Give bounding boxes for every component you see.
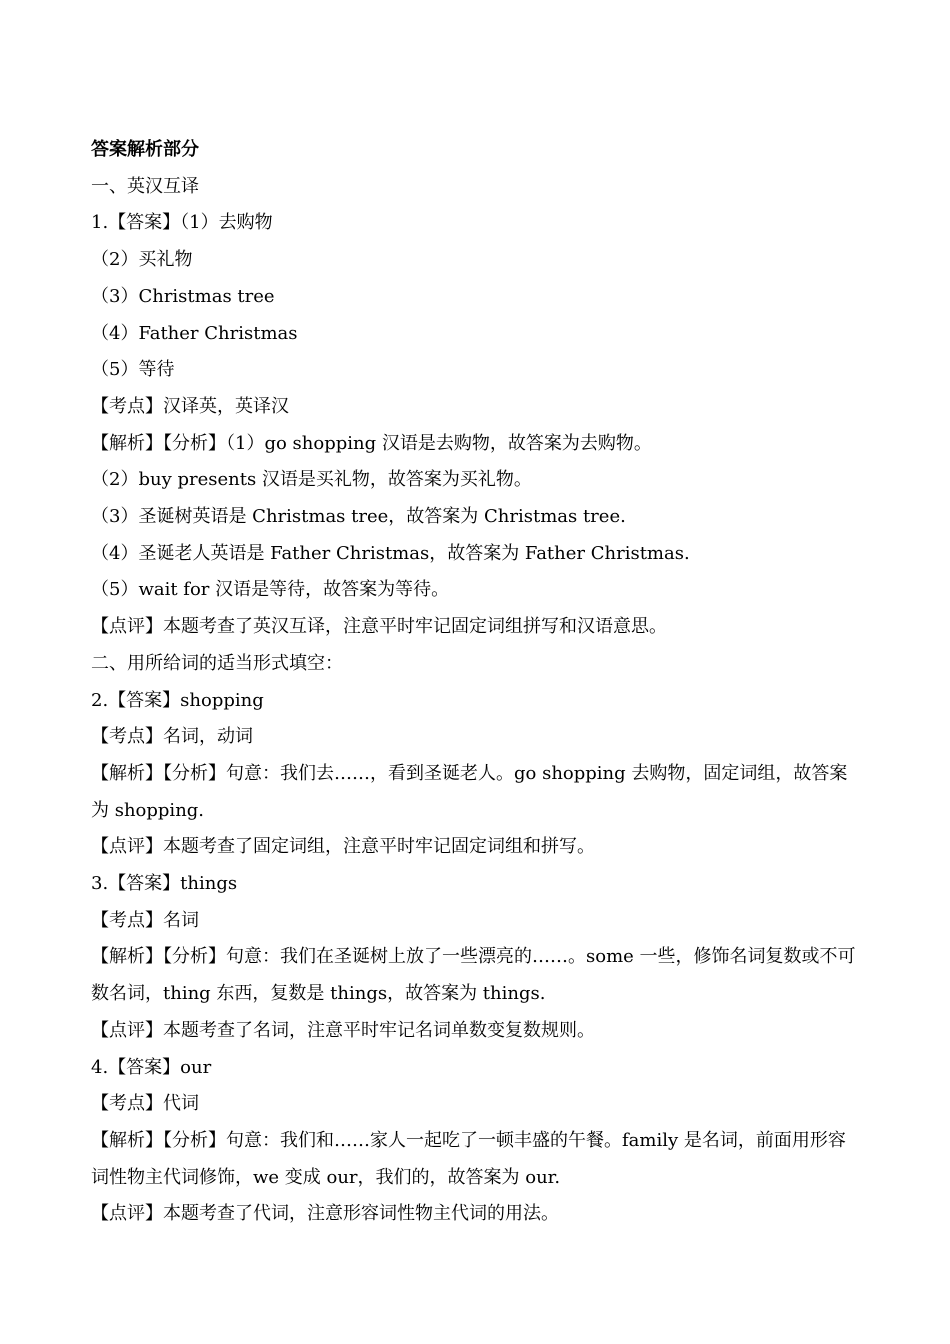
heading-translation: 一、英汉互译 [91, 175, 199, 197]
q1-analysis-3: （3）圣诞树英语是 Christmas tree，故答案为 Christmas tree. [91, 506, 626, 528]
q1-answer: 1.【答案】（1）去购物 [91, 212, 273, 234]
q2-topic: 【考点】名词，动词 [91, 726, 253, 748]
q3-analysis: 【解析】【分析】句意：我们在圣诞树上放了一些漂亮的……。some 一些，修饰名词复数或不可数名词，thing 东西，复数是 things，故答案为 things. [91, 946, 856, 1005]
q4-answer: 4.【答案】our [91, 1056, 212, 1078]
q3-topic: 【考点】名词 [91, 909, 199, 931]
q1-analysis-1: 【解析】【分析】（1）go shopping 汉语是去购物，故答案为去购物。 [91, 432, 652, 454]
q1-answer-3: （3）Christmas tree [91, 285, 275, 307]
q4-topic: 【考点】代词 [91, 1093, 199, 1115]
q3-answer: 3.【答案】things [91, 873, 238, 895]
q4-comment: 【点评】本题考查了代词，注意形容词性物主代词的用法。 [91, 1203, 559, 1225]
q4-analysis: 【解析】【分析】句意：我们和……家人一起吃了一顿丰盛的午餐。family 是名词，前面用形容词性物主代词修饰，we 变成 our，我们的，故答案为 our. [91, 1129, 846, 1188]
q1-answer-5: （5）等待 [91, 359, 175, 381]
q2-answer: 2.【答案】shopping [91, 689, 264, 711]
q1-topic: 【考点】汉译英，英译汉 [91, 395, 289, 417]
q1-answer-2: （2）买礼物 [91, 249, 193, 271]
q1-analysis-4: （4）圣诞老人英语是 Father Christmas，故答案为 Father Christmas. [91, 542, 690, 564]
q2-comment: 【点评】本题考查了固定词组，注意平时牢记固定词组和拼写。 [91, 836, 595, 858]
q1-analysis-5: （5）wait for 汉语是等待，故答案为等待。 [91, 579, 450, 601]
q1-analysis-2: （2）buy presents 汉语是买礼物，故答案为买礼物。 [91, 469, 532, 491]
q1-comment: 【点评】本题考查了英汉互译，注意平时牢记固定词组拼写和汉语意思。 [91, 616, 667, 638]
q2-analysis: 【解析】【分析】句意：我们去……，看到圣诞老人。go shopping 去购物，固定词组，故答案为 shopping. [91, 762, 848, 821]
q3-comment: 【点评】本题考查了名词，注意平时牢记名词单数变复数规则。 [91, 1019, 595, 1041]
heading-fill-blank: 二、用所给词的适当形式填空： [91, 652, 343, 674]
q1-answer-4: （4）Father Christmas [91, 322, 298, 344]
section-title: 答案解析部分 [91, 139, 199, 160]
